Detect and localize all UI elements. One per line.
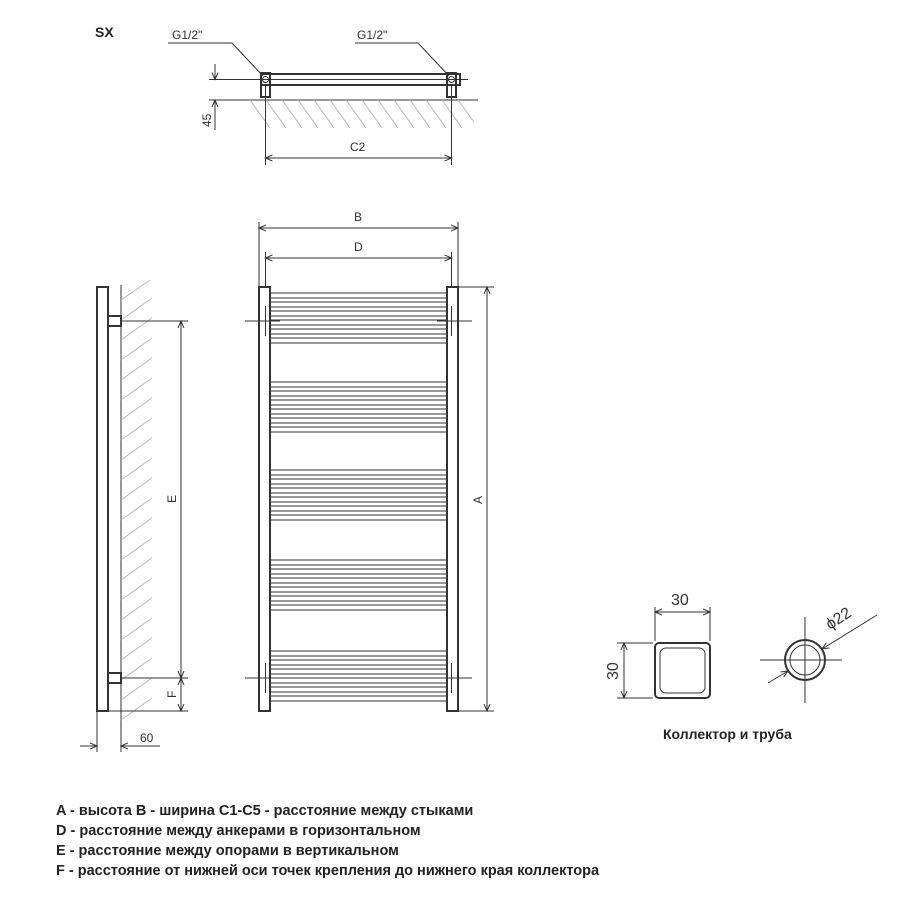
anchor-distance-label: D <box>354 240 363 254</box>
right-connection-label: G1/2" <box>357 28 388 42</box>
top-view <box>95 24 478 165</box>
legend-line-3: E - расстояние между опорами в вертикальном <box>56 843 399 859</box>
tube-group-1 <box>270 293 447 343</box>
wall-hatch-side <box>121 280 152 720</box>
legend-line-2: D - расстояние между анкерами в горизонтальном <box>56 823 421 839</box>
upper-bracket <box>108 316 121 326</box>
legend <box>56 801 876 881</box>
connector-distance-label: C2 <box>350 140 366 154</box>
legend-line-1: A - высота B - ширина C1-C5 - расстояние между стыками <box>56 803 474 819</box>
left-connection-label: G1/2" <box>172 28 203 42</box>
wall-distance-label: 45 <box>200 113 214 127</box>
series-label: SX <box>95 24 114 40</box>
left-collector <box>259 287 270 711</box>
tube-group-2 <box>270 382 447 432</box>
wall-hatch-top <box>250 100 474 128</box>
legend-line-4: F - расстояние от нижней оси точек крепления до нижнего края коллектора <box>56 863 600 879</box>
collector-profile-inner <box>660 648 705 693</box>
tube-group-3 <box>270 470 447 520</box>
height-label: A <box>471 495 485 504</box>
width-label: B <box>354 210 363 224</box>
tube-group-4 <box>270 560 447 610</box>
tube-group-5 <box>270 651 447 701</box>
side-view <box>80 280 188 752</box>
depth-label: 60 <box>140 731 154 745</box>
square-height-label: 30 <box>605 662 622 680</box>
collector-profile <box>655 643 710 698</box>
profiles <box>605 592 877 742</box>
bottom-offset-label: F <box>165 690 179 698</box>
right-collector <box>447 287 458 711</box>
right-connection-leader <box>355 43 449 76</box>
lower-bracket <box>108 673 121 683</box>
support-distance-label: E <box>165 494 179 503</box>
profiles-caption: Коллектор и труба <box>663 726 792 742</box>
square-width-label: 30 <box>671 592 689 609</box>
front-view <box>245 210 494 711</box>
anchor-marks <box>245 306 472 693</box>
side-collector <box>97 287 108 711</box>
tube-dim-leader-bottom <box>768 671 788 683</box>
tube-diameter-label: ϕ22 <box>822 604 855 634</box>
